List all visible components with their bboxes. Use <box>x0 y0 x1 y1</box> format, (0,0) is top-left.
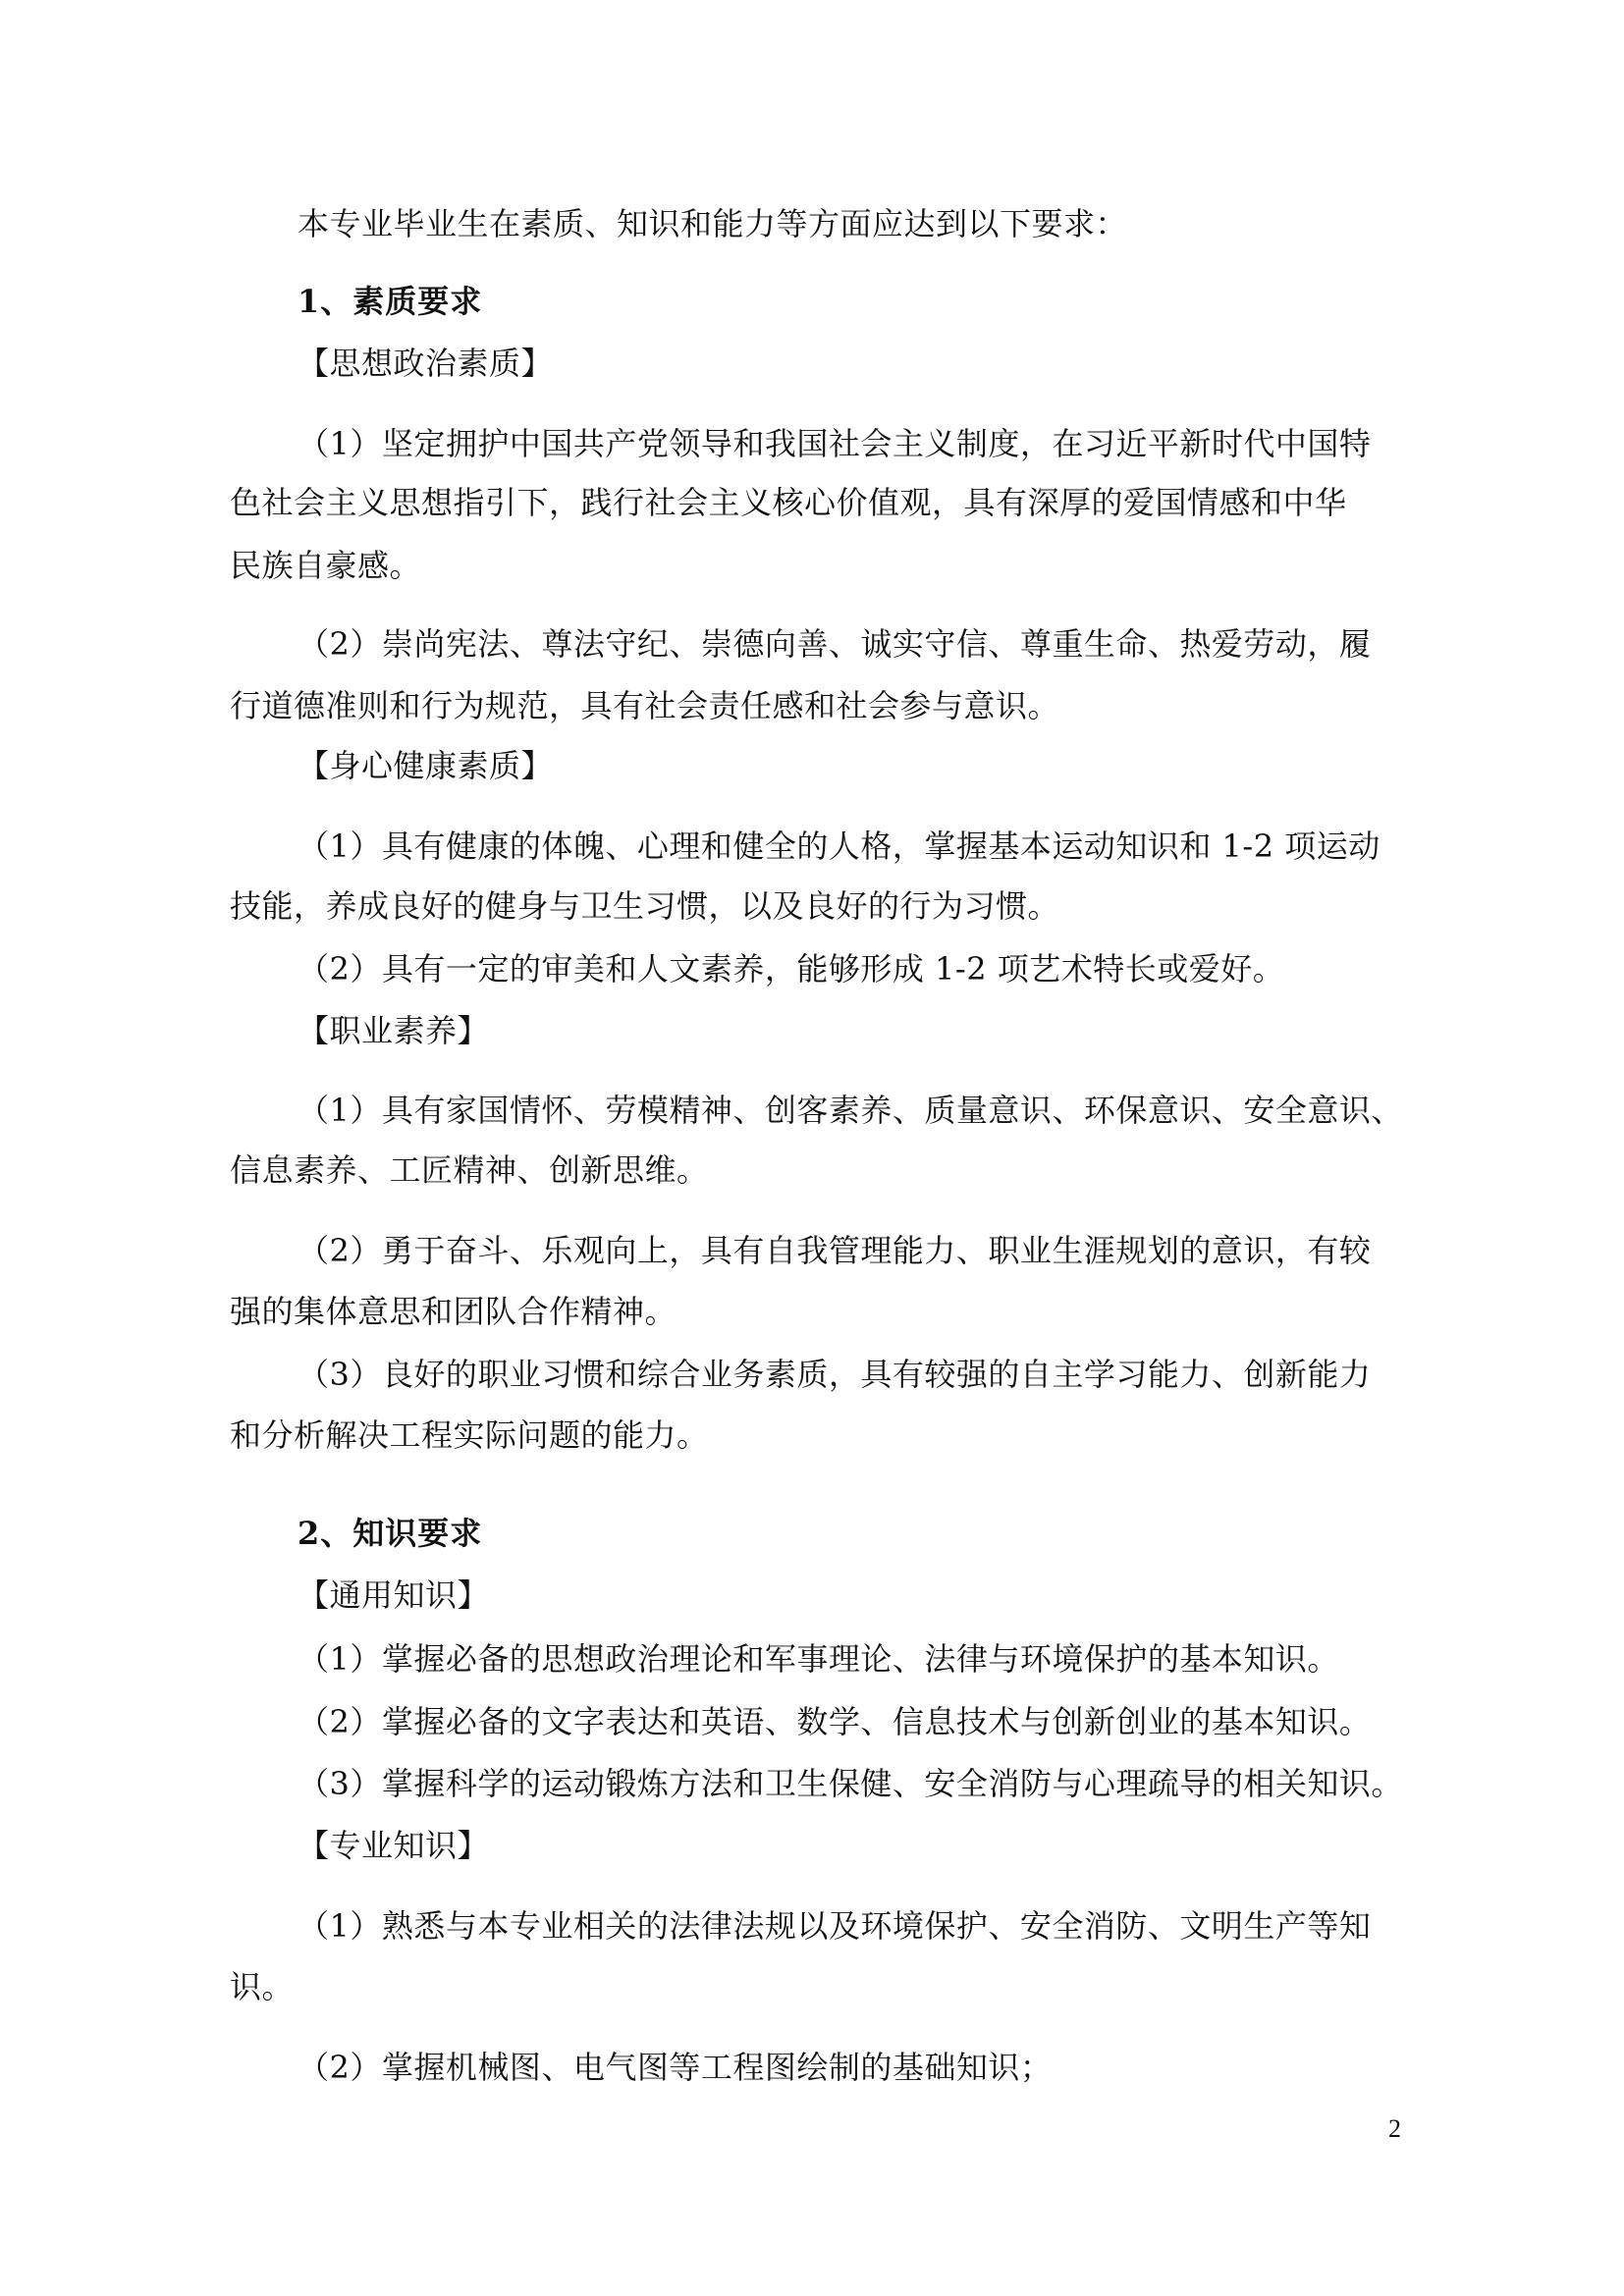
general-knowledge-item-2: （2）掌握必备的文字表达和英语、数学、信息技术与创新创业的基本知识。 <box>298 1703 1372 1740</box>
political-item-1-line-3: 民族自豪感。 <box>230 547 422 584</box>
political-item-2-line-2: 行道德准则和行为规范，具有社会责任感和社会参与意识。 <box>230 687 1060 724</box>
professional-quality-heading: 【职业素养】 <box>298 1012 490 1049</box>
political-item-1-line-2: 色社会主义思想指引下，践行社会主义核心价值观，具有深厚的爱国情感和中华 <box>230 484 1347 521</box>
specialized-knowledge-heading: 【专业知识】 <box>298 1827 490 1864</box>
professional-item-1-line-1: （1）具有家国情怀、劳模精神、创客素养、质量意识、环保意识、安全意识、 <box>298 1092 1403 1129</box>
political-quality-heading: 【思想政治素质】 <box>298 345 554 382</box>
section-2-title: 2、知识要求 <box>298 1515 483 1552</box>
professional-item-3-line-1: （3）良好的职业习惯和综合业务素质，具有较强的自主学习能力、创新能力 <box>298 1356 1372 1393</box>
professional-item-2-line-2: 强的集体意思和团队合作精神。 <box>230 1293 677 1330</box>
intro-paragraph: 本专业毕业生在素质、知识和能力等方面应达到以下要求： <box>298 205 1128 242</box>
specialized-knowledge-item-1-line-1: （1）熟悉与本专业相关的法律法规以及环境保护、安全消防、文明生产等知 <box>298 1907 1372 1945</box>
professional-item-3-line-2: 和分析解决工程实际问题的能力。 <box>230 1416 709 1454</box>
general-knowledge-item-1: （1）掌握必备的思想政治理论和军事理论、法律与环境保护的基本知识。 <box>298 1640 1339 1678</box>
page-number: 2 <box>1388 2114 1401 2143</box>
health-quality-heading: 【身心健康素质】 <box>298 747 554 784</box>
professional-item-1-line-2: 信息素养、工匠精神、创新思维。 <box>230 1151 709 1189</box>
general-knowledge-item-3: （3）掌握科学的运动锻炼方法和卫生保健、安全消防与心理疏导的相关知识。 <box>298 1765 1403 1802</box>
health-item-1-line-1: （1）具有健康的体魄、心理和健全的人格，掌握基本运动知识和 1-2 项运动 <box>298 828 1380 865</box>
specialized-knowledge-item-2: （2）掌握机械图、电气图等工程图绘制的基础知识； <box>298 2049 1053 2086</box>
general-knowledge-heading: 【通用知识】 <box>298 1576 490 1614</box>
professional-item-2-line-1: （2）勇于奋斗、乐观向上，具有自我管理能力、职业生涯规划的意识，有较 <box>298 1232 1372 1269</box>
health-item-1-line-2: 技能，养成良好的健身与卫生习惯，以及良好的行为习惯。 <box>230 887 1060 925</box>
section-1-title: 1、素质要求 <box>298 283 483 320</box>
health-item-2: （2）具有一定的审美和人文素养，能够形成 1-2 项艺术特长或爱好。 <box>298 950 1285 988</box>
political-item-2-line-1: （2）崇尚宪法、尊法守纪、崇德向善、诚实守信、尊重生命、热爱劳动，履 <box>298 625 1372 663</box>
political-item-1-line-1: （1）坚定拥护中国共产党领导和我国社会主义制度，在习近平新时代中国特 <box>298 425 1372 462</box>
specialized-knowledge-item-1-line-2: 识。 <box>230 1968 295 2005</box>
